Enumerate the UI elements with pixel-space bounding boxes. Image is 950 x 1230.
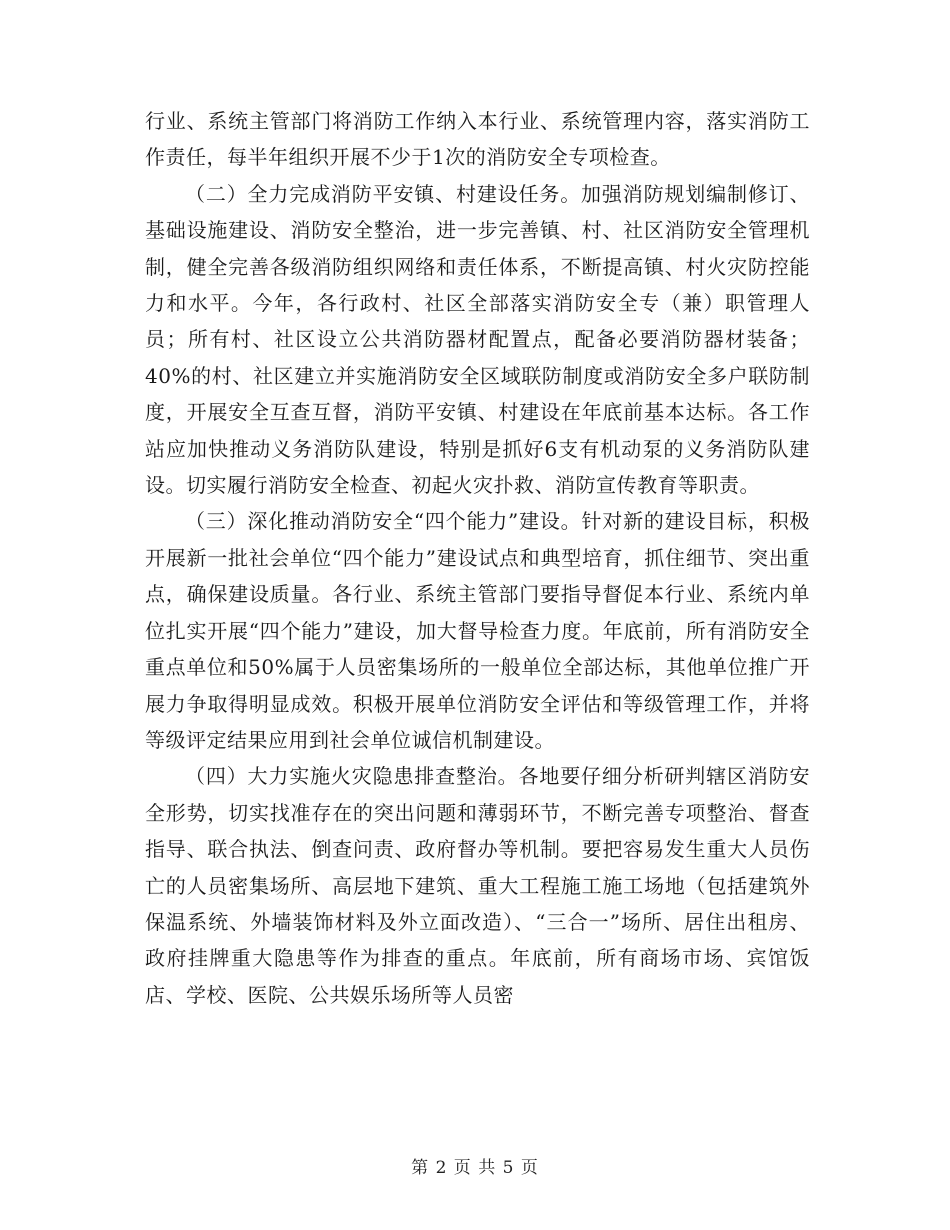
page-number-footer: 第 2 页 共 5 页 [411,1158,539,1178]
paragraph-section-4: （四）大力实施火灾隐患排查整治。各地要仔细分析研判辖区消防安全形势，切实找准存在的突出问题和薄弱环节，不断完善专项整治、督查指导、联合执法、倒查问责、政府督办等机制。要把容易发生重大人员伤亡的人员密集场所、高层地下建筑、重大工程施工施工场地（包括建筑外保温系统、外墙装饰材料及外立面改造）、“三合一”场所、居住出租房、政府挂牌重大隐患等作为排查的重点。年底前，所有商场市场、宾馆饭店、学校、医院、公共娱乐场所等人员密 [145,764,810,1007]
paragraph-section-3: （三）深化推动消防安全“四个能力”建设。针对新的建设目标，积极开展新一批社会单位“四个能力”建设试点和典型培育，抓住细节、突出重点，确保建设质量。各行业、系统主管部门要指导督促本行业、系统内单位扎实开展“四个能力”建设，加大督导检查力度。年底前，所有消防安全重点单位和50%属于人员密集场所的一般单位全部达标，其他单位推广开展力争取得明显成效。积极开展单位消防安全评估和等级管理工作，并将等级评定结果应用到社会单位诚信机制建设。 [145,509,810,752]
paragraph-section-2: （二）全力完成消防平安镇、村建设任务。加强消防规划编制修订、基础设施建设、消防安全整治，进一步完善镇、村、社区消防安全管理机制，健全完善各级消防组织网络和责任体系，不断提高镇、村火灾防控能力和水平。今年，各行政村、社区全部落实消防安全专（兼）职管理人员；所有村、社区设立公共消防器材配置点，配备必要消防器材装备；40%的村、社区建立并实施消防安全区域联防制度或消防安全多户联防制度，开展安全互查互督，消防平安镇、村建设在年底前基本达标。各工作站应加快推动义务消防队建设，特别是抓好6支有机动泵的义务消防队建设。切实履行消防安全检查、初起火灾扑救、消防宣传教育等职责。 [145,181,810,498]
paragraph-continuation: 行业、系统主管部门将消防工作纳入本行业、系统管理内容，落实消防工作责任，每半年组织开展不少于1次的消防安全专项检查。 [145,109,810,170]
document-body [145,103,810,1013]
